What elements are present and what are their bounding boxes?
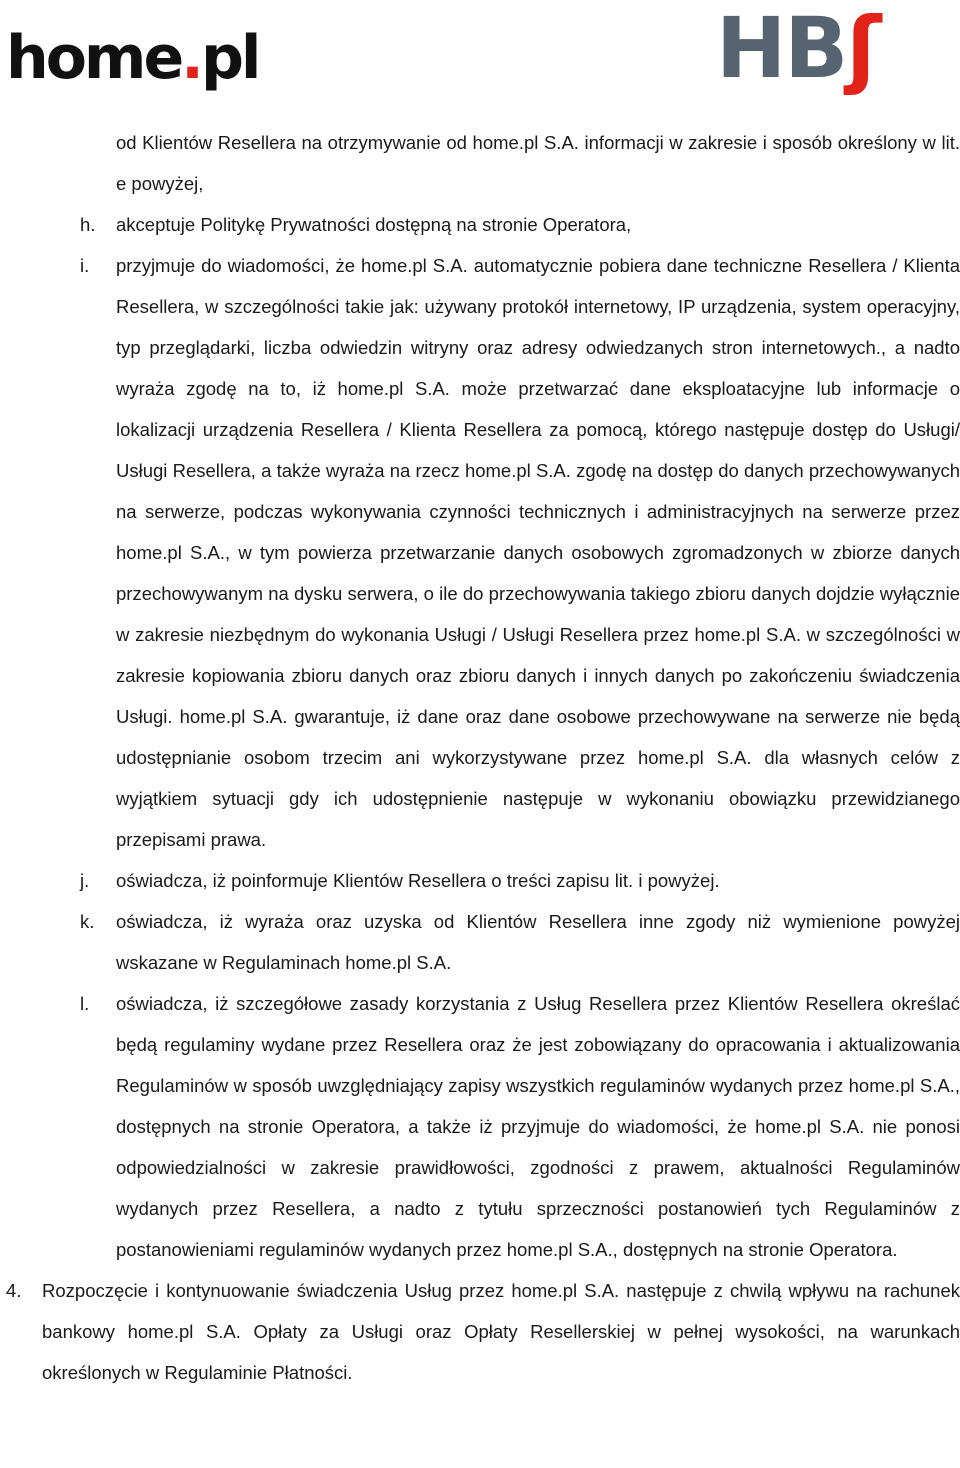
list-item-l <box>0 983 960 1270</box>
home-pl-logo-dot: . <box>181 23 201 93</box>
list-item-text: akceptuje Politykę Prywatności dostępną na stronie Operatora, <box>116 214 632 235</box>
section-marker: 4. <box>6 1280 22 1301</box>
hbs-logo-accent: ʃ <box>846 0 880 97</box>
list-item-marker: j. <box>80 870 90 891</box>
hbs-logo-main: HB <box>716 0 847 97</box>
section-item-4 <box>0 1270 960 1393</box>
list-item-i <box>0 245 960 860</box>
home-pl-logo <box>6 23 259 93</box>
document-body <box>0 122 960 1393</box>
home-pl-logo-main: home <box>6 23 182 93</box>
list-item-text: od Klientów Resellera na otrzymywanie od home.pl S.A. informacji w zakresie i sposób określony w lit. e powyżej, <box>116 132 960 194</box>
list-item-marker: k. <box>80 911 95 932</box>
list-item-text: przyjmuje do wiadomości, że home.pl S.A. automatycznie pobiera dane techniczne Resellera / Klienta Resellera, w szczególności takie jak: używany protokół internetowy, IP urządzenia, system operacyjny, typ przeglądarki, liczba odwiedzin witryny oraz adresy odwiedzanych stron internetowych., a nadto wyraża zgodę na to, iż home.pl S.A. może przetwarzać dane eksploatacyjne lub informacje o lokalizacji urządzenia Resellera / Klienta Resellera za pomocą, którego następuje dostęp do Usługi/ Usługi Resellera, a także wyraża na rzecz home.pl S.A. zgodę na dostęp do danych przechowywanych na serwerze, podczas wykonywania czynności technicznych i administracyjnych na serwerze przez home.pl S.A., w tym powierza przetwarzanie danych osobowych zgromadzonych w zbiorze danych przechowywanym na dysku serwera, o ile do przechowywania takiego zbioru danych dojdzie wyłącznie w zakresie niezbędnym do wykonania Usługi / Usługi Resellera przez home.pl S.A. w szczególności w zakresie kopiowania zbioru danych oraz zbioru danych i innych danych po zakończeniu świadczenia Usługi. home.pl S.A. gwarantuje, iż dane oraz dane osobowe przechowywane na serwerze nie będą udostępnianie osobom trzecim ani wykorzystywane przez home.pl S.A. dla własnych celów z wyjątkiem sytuacji gdy ich udostępnienie następuje w wykonaniu obowiązku przewidzianego przepisami prawa. <box>116 255 960 850</box>
list-item-text: oświadcza, iż poinformuje Klientów Resellera o treści zapisu lit. i powyżej. <box>116 870 720 891</box>
list-item-marker: i. <box>80 255 90 276</box>
page-header <box>0 0 960 100</box>
home-pl-logo-tail: pl <box>200 23 259 93</box>
section-text: Rozpoczęcie i kontynuowanie świadczenia Usług przez home.pl S.A. następuje z chwilą wpływu na rachunek bankowy home.pl S.A. Opłaty za Usługi oraz Opłaty Resellerskiej w pełnej wysokości, na warunkach określonych w Regulaminie Płatności. <box>42 1280 960 1383</box>
list-item-k <box>0 901 960 983</box>
list-item-text: oświadcza, iż szczegółowe zasady korzystania z Usług Resellera przez Klientów Resellera określać będą regulaminy wydane przez Resellera oraz że jest zobowiązany do opracowania i aktualizowania Regulaminów w sposób uwzględniający zapisy wszystkich regulaminów wydanych przez home.pl S.A., dostępnych na stronie Operatora, a także iż przyjmuje do wiadomości, że home.pl S.A. nie ponosi odpowiedzialności w zakresie prawidłowości, zgodności z prawem, aktualności Regulaminów wydanych przez Resellera, a nadto z tytułu sprzeczności postanowień tych Regulaminów z postanowieniami regulaminów wydanych przez home.pl S.A., dostępnych na stronie Operatora. <box>116 993 960 1260</box>
list-item-marker: l. <box>80 993 90 1014</box>
list-item-text: oświadcza, iż wyraża oraz uzyska od Klientów Resellera inne zgody niż wymienione powyżej wskazane w Regulaminach home.pl S.A. <box>116 911 960 973</box>
list-item-j <box>0 860 960 901</box>
list-item-h <box>0 204 960 245</box>
list-item-marker: h. <box>80 214 96 235</box>
hbs-logo <box>716 0 880 97</box>
list-item-continuation <box>0 122 960 204</box>
